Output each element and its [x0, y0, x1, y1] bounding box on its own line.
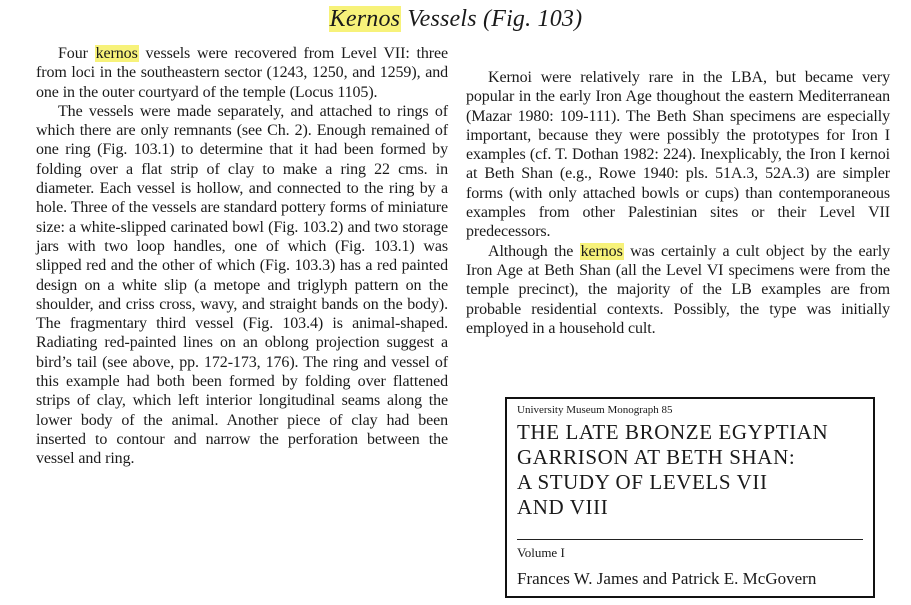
citation-title-line: AND VIII: [517, 495, 609, 519]
left-p1-highlight: kernos: [95, 45, 138, 62]
page-edge-mark: [205, 592, 215, 598]
left-paragraph-1: [36, 44, 448, 102]
right-p2-highlight: kernos: [580, 242, 623, 260]
right-paragraph-1: Kernoi were relatively rare in the LBA, but became very popular in the early Iron Age thoughout the eastern Mediterranean (Mazar 1980: 109-111). The Beth Shan specimens are especially important, because they were possibly the prototypes for Iron I examples (cf. T. Dothan 1982: 224). Inexplicably, the Iron I kernoi at Beth Shan (e.g., Rowe 1940: pls. 51A.3, 52A.3) are simpler forms (with only attached bowls or cups) than contemporaneous examples from other Palestinian sites or their Level VII predecessors.: [466, 69, 890, 241]
section-title: [0, 6, 911, 33]
title-rest: Vessels (Fig. 103): [401, 6, 583, 32]
left-p1-pre: Four: [58, 45, 95, 62]
citation-volume: Volume I: [517, 545, 565, 560]
left-column: [36, 44, 448, 469]
citation-title-line: GARRISON AT BETH SHAN:: [517, 445, 796, 469]
left-p1-post: vessels were recovered from Level VII: three from loci in the southeastern sector (1243, 1250, and 1259), and one in the outer courtyard of the temple (Locus 1105).: [36, 45, 448, 101]
right-p2-pre: Although the: [488, 242, 580, 260]
citation-box: [505, 397, 875, 598]
citation-series: University Museum Monograph 85: [517, 404, 673, 416]
right-paragraph-2: [466, 242, 890, 338]
citation-title-line: A STUDY OF LEVELS VII: [517, 470, 768, 494]
citation-title-line: THE LATE BRONZE EGYPTIAN: [517, 420, 829, 444]
citation-divider: [517, 539, 863, 540]
citation-authors: Frances W. James and Patrick E. McGovern: [517, 569, 817, 588]
citation-title: [517, 420, 863, 520]
title-highlight: Kernos: [329, 6, 401, 32]
right-p2-post: was certainly a cult object by the early Iron Age at Beth Shan (all the Level VI specimens were from the temple precinct), the majority of the LB examples are from probable residential contexts. Possibly, the type was initially employed in a household cult.: [466, 242, 890, 337]
left-paragraph-2: The vessels were made separately, and attached to rings of which there are only remnants (see Ch. 2). Enough remained of one ring (Fig. 103.1) to determine that it had been formed by folding over a flat strip of clay to make a ring 22 cms. in diameter. Each vessel is hollow, and connected to the ring by a hole. Three of the vessels are standard pottery forms of miniature size: a white-slipped carinated bowl (Fig. 103.2) and two storage jars with two loop handles, one of which (Fig. 103.1) was slipped red and the other of which (Fig. 103.3) has a red painted design on a white slip (a metope and triglyph pattern on the shoulder, and criss cross, wavy, and straight bands on the body). The fragmentary third vessel (Fig. 103.4) is animal-shaped. Radiating red-painted lines on an oblong projection suggest a bird’s tail (see above, pp. 172-173, 176). The ring and vessel of this example had both been formed by folding over flattened strips of clay, which left interior longitudinal seams along the lower body of the animal. Another piece of clay had been inserted to contour and narrow the perforation between the vessel and ring.: [36, 102, 448, 468]
right-column: [466, 68, 890, 338]
